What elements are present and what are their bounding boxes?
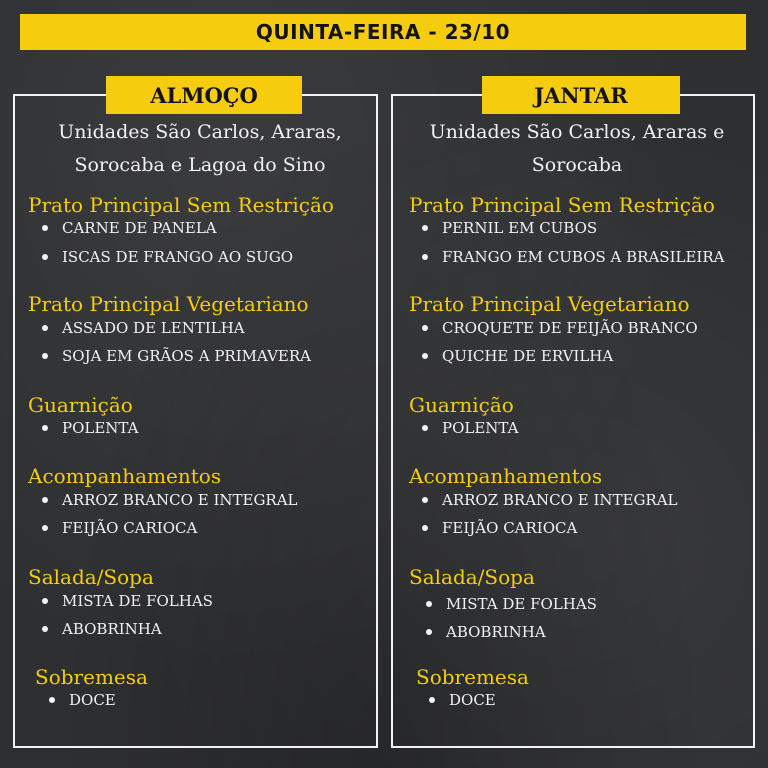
jantar-item-label: ABOBRINHA: [446, 623, 546, 641]
almoco-section-title: Sobremesa: [35, 665, 148, 689]
almoco-item-label: ARROZ BRANCO E INTEGRAL: [62, 491, 298, 509]
jantar-item-label: FEIJÃO CARIOCA: [442, 519, 578, 537]
almoco-item-label: POLENTA: [62, 419, 139, 437]
almoco-item-label: ASSADO DE LENTILHA: [62, 319, 245, 337]
almoco-units-line-1: Unidades São Carlos, Araras,: [58, 121, 342, 143]
jantar-item-label: CROQUETE DE FEIJÃO BRANCO: [442, 319, 698, 337]
almoco-heading: ALMOÇO: [106, 76, 302, 114]
almoco-menu-item: [42, 519, 197, 537]
jantar-item-label: FRANGO EM CUBOS A BRASILEIRA: [442, 248, 725, 266]
bullet-icon: [42, 626, 48, 632]
bullet-icon: [42, 254, 48, 260]
almoco-menu-item: [42, 248, 293, 266]
bullet-icon: [42, 325, 48, 331]
almoco-item-label: MISTA DE FOLHAS: [62, 592, 213, 610]
jantar-section-title: Sobremesa: [416, 665, 529, 689]
bullet-icon: [426, 629, 432, 635]
bullet-icon: [49, 697, 55, 703]
bullet-icon: [422, 497, 428, 503]
almoco-menu-item: [42, 419, 138, 437]
jantar-menu-item: [422, 491, 678, 509]
almoco-item-label: ABOBRINHA: [62, 620, 162, 638]
almoco-section-title: Prato Principal Vegetariano: [28, 292, 309, 316]
jantar-section-title: Salada/Sopa: [409, 565, 535, 589]
almoco-item-label: FEIJÃO CARIOCA: [62, 519, 198, 537]
bullet-icon: [422, 353, 428, 359]
jantar-menu-item: [422, 219, 597, 237]
jantar-menu-item: [422, 419, 518, 437]
bullet-icon: [429, 697, 435, 703]
jantar-units: [398, 116, 756, 182]
jantar-section-title: Prato Principal Sem Restrição: [409, 193, 715, 217]
jantar-menu-item: [426, 623, 546, 641]
jantar-item-label: MISTA DE FOLHAS: [446, 595, 597, 613]
almoco-menu-item: [42, 219, 217, 237]
jantar-units-line-1: Unidades São Carlos, Araras e: [429, 121, 725, 143]
almoco-menu-item: [49, 691, 116, 709]
bullet-icon: [422, 254, 428, 260]
bullet-icon: [422, 225, 428, 231]
almoco-section-title: Prato Principal Sem Restrição: [28, 193, 334, 217]
jantar-section-title: Prato Principal Vegetariano: [409, 292, 690, 316]
bullet-icon: [42, 525, 48, 531]
jantar-menu-item: [426, 595, 597, 613]
bullet-icon: [42, 425, 48, 431]
jantar-item-label: PERNIL EM CUBOS: [442, 219, 598, 237]
jantar-item-label: DOCE: [449, 691, 496, 709]
jantar-menu-item: [422, 319, 698, 337]
bullet-icon: [42, 497, 48, 503]
almoco-units-line-2: Sorocaba e Lagoa do Sino: [74, 154, 326, 176]
bullet-icon: [422, 425, 428, 431]
bullet-icon: [426, 601, 432, 607]
jantar-item-label: ARROZ BRANCO E INTEGRAL: [442, 491, 678, 509]
almoco-item-label: ISCAS DE FRANGO AO SUGO: [62, 248, 294, 266]
jantar-heading: JANTAR: [482, 76, 680, 114]
jantar-menu-item: [422, 347, 613, 365]
bullet-icon: [422, 325, 428, 331]
jantar-menu-item: [422, 519, 577, 537]
bullet-icon: [42, 353, 48, 359]
jantar-menu-item: [429, 691, 496, 709]
almoco-menu-item: [42, 319, 245, 337]
almoco-menu-item: [42, 347, 311, 365]
almoco-menu-item: [42, 491, 298, 509]
almoco-section-title: Guarnição: [28, 393, 133, 417]
almoco-item-label: SOJA EM GRÃOS A PRIMAVERA: [62, 347, 311, 365]
almoco-menu-item: [42, 620, 162, 638]
page-title: QUINTA-FEIRA - 23/10: [20, 14, 746, 50]
almoco-section-title: Acompanhamentos: [28, 464, 222, 488]
jantar-section-title: Guarnição: [409, 393, 514, 417]
jantar-units-line-2: Sorocaba: [531, 154, 623, 176]
almoco-item-label: DOCE: [69, 691, 116, 709]
jantar-section-title: Acompanhamentos: [409, 464, 603, 488]
almoco-item-label: CARNE DE PANELA: [62, 219, 217, 237]
bullet-icon: [422, 525, 428, 531]
almoco-section-title: Salada/Sopa: [28, 565, 154, 589]
bullet-icon: [42, 225, 48, 231]
almoco-menu-item: [42, 592, 213, 610]
jantar-menu-item: [422, 248, 724, 266]
jantar-item-label: POLENTA: [442, 419, 519, 437]
bullet-icon: [42, 598, 48, 604]
jantar-item-label: QUICHE DE ERVILHA: [442, 347, 614, 365]
almoco-units: [20, 116, 380, 182]
